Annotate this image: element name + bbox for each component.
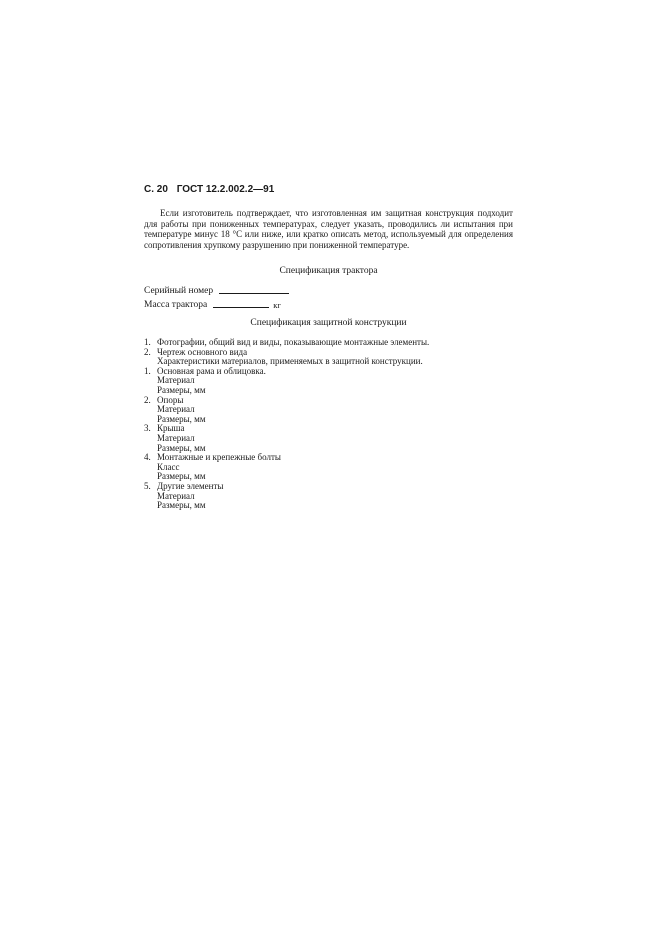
serial-number-label: Серийный номер	[144, 286, 214, 296]
spec-item-text: Другие элементы	[157, 480, 224, 491]
spec-item-text: Характеристики материалов, применяемых в защитной конструкции.	[157, 356, 423, 367]
spec-item-number: 1.	[144, 365, 151, 376]
tractor-spec-heading: Спецификация трактора	[279, 266, 378, 276]
spec-item-text: Монтажные и крепежные болты	[157, 452, 281, 463]
spec-item-text: Материал	[157, 490, 195, 501]
spec-item-text: Размеры, мм	[157, 442, 206, 453]
spec-list-item	[144, 396, 513, 406]
protective-spec-list	[144, 338, 513, 511]
page-number: С. 20	[144, 184, 168, 195]
spec-item-text: Материал	[157, 375, 195, 386]
spec-list-item	[144, 501, 513, 511]
tractor-mass-row	[144, 300, 281, 310]
spec-item-text: Размеры, мм	[157, 500, 206, 511]
spec-item-text: Фотографии, общий вид и виды, показывающие монтажные элементы.	[157, 337, 430, 347]
tractor-mass-label: Масса трактора	[144, 300, 208, 310]
intro-paragraph	[144, 208, 513, 250]
spec-item-text: Материал	[157, 404, 195, 415]
spec-item-text: Основная рама и облицовка.	[157, 365, 266, 376]
spec-item-number: 5.	[144, 480, 151, 491]
spec-item-number: 2.	[144, 346, 151, 357]
spec-item-text: Размеры, мм	[157, 413, 206, 424]
spec-item-text: Крыша	[157, 423, 185, 434]
spec-list-item	[144, 386, 513, 396]
spec-item-text: Размеры, мм	[157, 384, 206, 395]
spec-list-item	[144, 453, 513, 463]
tractor-mass-blank	[213, 306, 269, 308]
tractor-mass-unit: кг	[273, 300, 281, 310]
spec-item-text: Материал	[157, 432, 195, 443]
spec-item-text: Опоры	[157, 394, 184, 405]
spec-item-number: 3.	[144, 423, 151, 434]
spec-list-item	[144, 424, 513, 434]
spec-item-number: 2.	[144, 394, 151, 405]
protective-spec-heading: Спецификация защитной конструкции	[250, 318, 407, 328]
serial-number-blank	[219, 292, 289, 294]
intro-text: Если изготовитель подтверждает, что изготовленная им защитная конструкция подходит для работы при пониженных температурах, следует указать, проводились ли испытания при температуре минус 18 °С или ниже, или кратко описать метод, используемый для определения сопротивления хрупкому разрушению при пониженной температуре.	[144, 208, 513, 250]
spec-item-text: Класс	[157, 461, 180, 472]
spec-item-text: Чертеж основного вида	[157, 346, 248, 357]
standard-code: ГОСТ 12.2.002.2—91	[176, 184, 275, 195]
serial-number-row	[144, 286, 289, 296]
spec-item-number: 4.	[144, 452, 151, 463]
spec-list-item	[144, 482, 513, 492]
spec-list-item	[144, 367, 513, 377]
spec-item-number: 1.	[144, 337, 151, 347]
spec-list-item	[144, 415, 513, 425]
page-header	[144, 184, 280, 195]
spec-item-text: Размеры, мм	[157, 471, 206, 482]
